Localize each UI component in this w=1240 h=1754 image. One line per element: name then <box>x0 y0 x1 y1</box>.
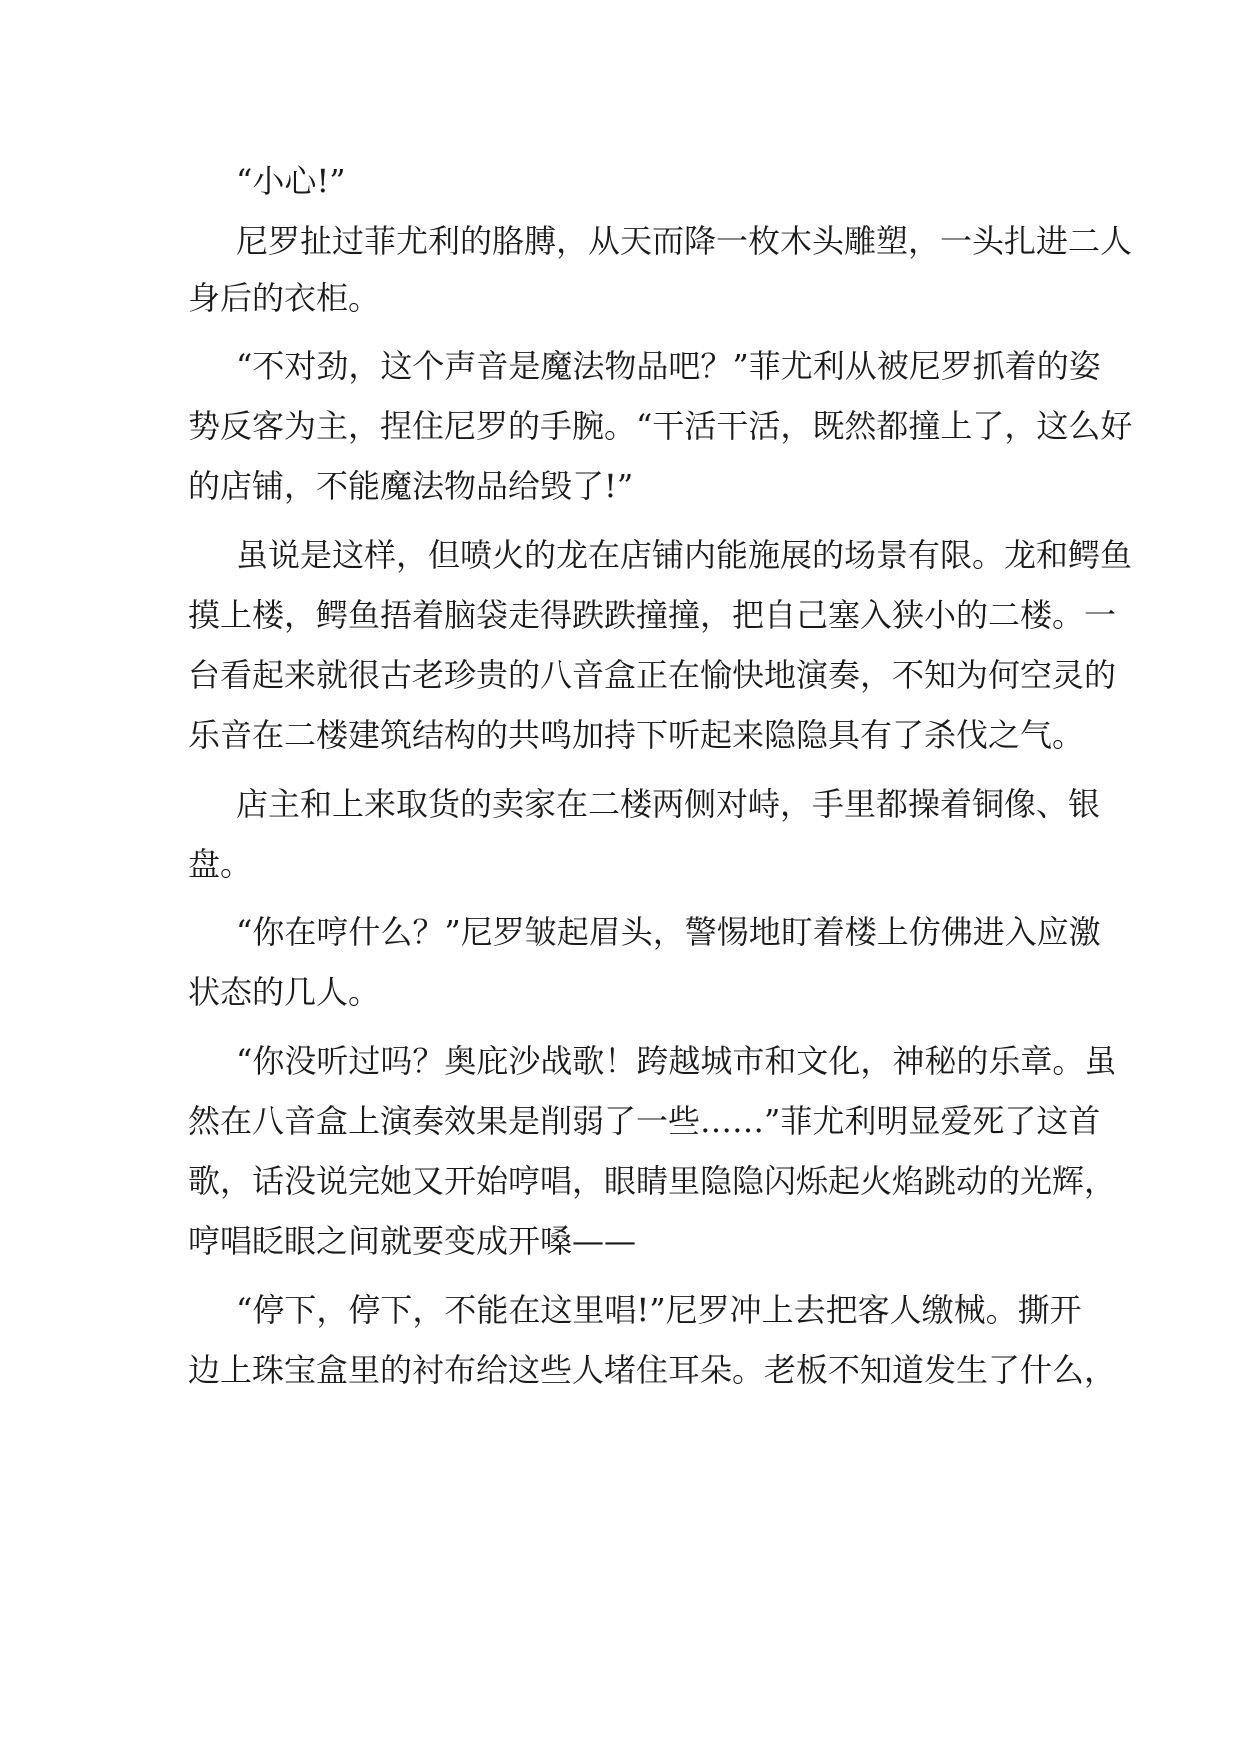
text-line: 店主和上来取货的卖家在二楼两侧对峙，手里都操着铜像、银 <box>236 785 1101 823</box>
text-line: 边上珠宝盒里的衬布给这些人堵住耳朵。老板不知道发生了什么， <box>188 1351 1117 1389</box>
text-line: 势反客为主，捏住尼罗的手腕。“干活干活，既然都撞上了，这么好 <box>188 407 1133 445</box>
text-line: 状态的几人。 <box>188 973 381 1011</box>
text-line: 身后的衣柜。 <box>188 279 381 317</box>
text-line: 的店铺，不能魔法物品给毁了!” <box>188 467 634 505</box>
text-line: 然在八音盒上演奏效果是削弱了一些……”菲尤利明显爱死了这首 <box>188 1102 1101 1140</box>
text-line: “你没听过吗？奥庇沙战歌！跨越城市和文化，神秘的乐章。虽 <box>236 1042 1117 1080</box>
text-line: “停下，停下，不能在这里唱!”尼罗冲上去把客人缴械。撕开 <box>236 1291 1082 1329</box>
text-line: “小心!” <box>236 162 346 200</box>
text-line: 盘。 <box>188 845 253 883</box>
text-line: 歌，话没说完她又开始哼唱，眼睛里隐隐闪烁起火焰跳动的光辉， <box>188 1162 1117 1200</box>
text-line: 乐音在二楼建筑结构的共鸣加持下听起来隐隐具有了杀伐之气。 <box>188 716 1085 754</box>
text-line: 台看起来就很古老珍贵的八音盒正在愉快地演奏，不知为何空灵的 <box>188 656 1117 694</box>
text-line: 哼唱眨眼之间就要变成开嗓—— <box>188 1222 637 1260</box>
text-line: 摸上楼，鳄鱼捂着脑袋走得跌跌撞撞，把自己塞入狭小的二楼。一 <box>188 596 1117 634</box>
text-line: “不对劲，这个声音是魔法物品吧？”菲尤利从被尼罗抓着的姿 <box>236 347 1101 385</box>
text-line: 尼罗扯过菲尤利的胳膊，从天而降一枚木头雕塑，一头扎进二人 <box>236 222 1133 260</box>
text-line: 虽说是这样，但喷火的龙在店铺内能施展的场景有限。龙和鳄鱼 <box>236 536 1133 574</box>
text-line: “你在哼什么？”尼罗皱起眉头，警惕地盯着楼上仿佛进入应激 <box>236 913 1101 951</box>
